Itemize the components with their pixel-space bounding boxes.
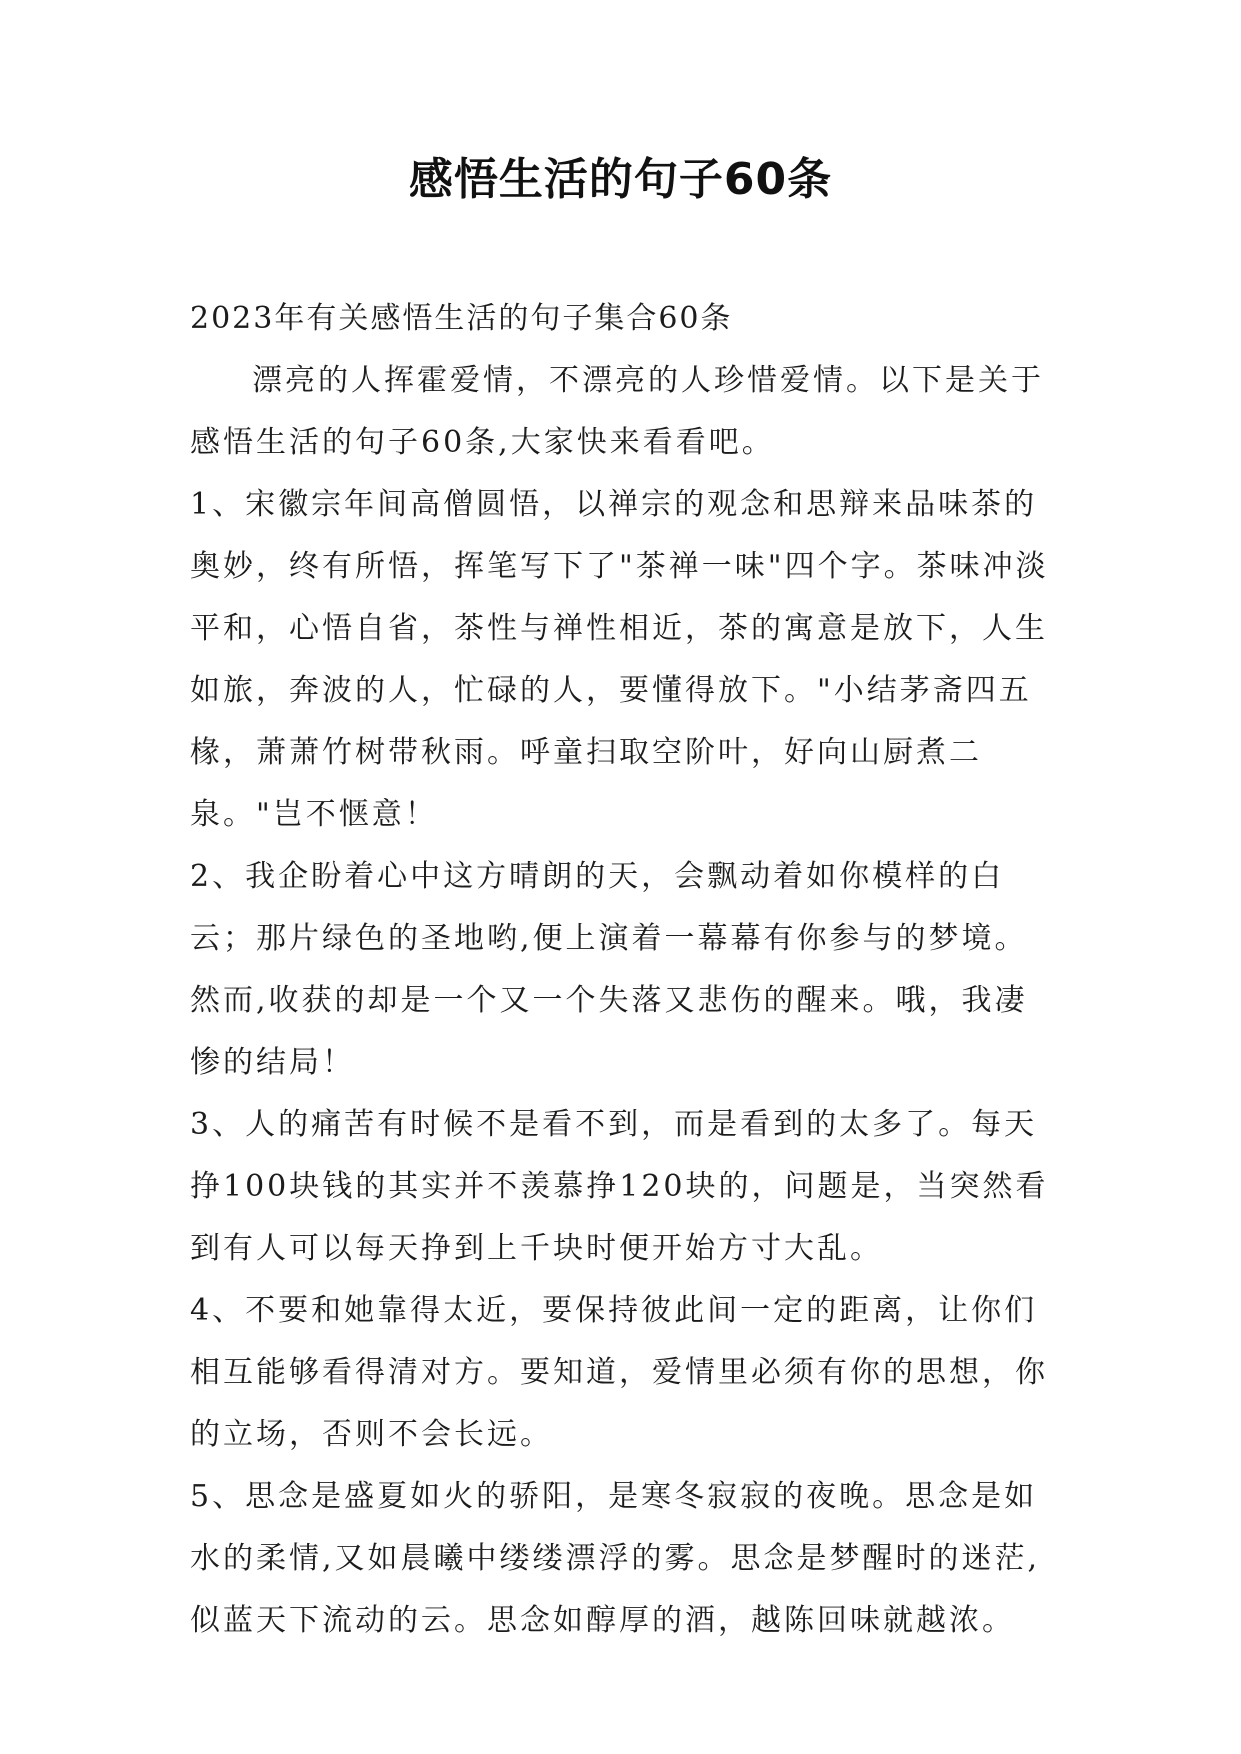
list-item: 3、人的痛苦有时候不是看不到，而是看到的太多了。每天挣100块钱的其实并不羡慕挣120块的，问题是，当突然看到有人可以每天挣到上千块时便开始方寸大乱。 [190, 1107, 1049, 1266]
list-item: 5、思念是盛夏如火的骄阳，是寒冬寂寂的夜晚。思念是如水的柔情,又如晨曦中缕缕漂浮的雾。思念是梦醒时的迷茫,似蓝天下流动的云。思念如醇厚的酒，越陈回味就越浓。 [190, 1479, 1041, 1638]
list-item: 1、宋徽宗年间高僧圆悟，以禅宗的观念和思辩来品味茶的奥妙，终有所悟，挥笔写下了"茶禅一味"四个字。茶味冲淡平和，心悟自省，茶性与禅性相近，茶的寓意是放下，人生如旅，奔波的人，忙碌的人，要懂得放下。"小结茅斋四五椽，萧萧竹树带秋雨。呼童扫取空阶叶，好向山厨煮二泉。"岂不惬意！ [190, 487, 1049, 832]
document-subtitle: 2023年有关感悟生活的句子集合60条 [190, 301, 733, 336]
document-body [190, 288, 1060, 1652]
intro-paragraph: 漂亮的人挥霍爱情，不漂亮的人珍惜爱情。以下是关于感悟生活的句子60条,大家快来看看吧。 [190, 363, 1044, 460]
list-item: 2、我企盼着心中这方晴朗的天，会飘动着如你模样的白云；那片绿色的圣地哟,便上演着一幕幕有你参与的梦境。然而,收获的却是一个又一个失落又悲伤的醒来。哦，我凄惨的结局！ [190, 859, 1028, 1080]
list-item: 4、不要和她靠得太近，要保持彼此间一定的距离，让你们相互能够看得清对方。要知道，爱情里必须有你的思想，你的立场，否则不会长远。 [190, 1293, 1048, 1452]
document-title: 感悟生活的句子60条 [408, 154, 833, 205]
